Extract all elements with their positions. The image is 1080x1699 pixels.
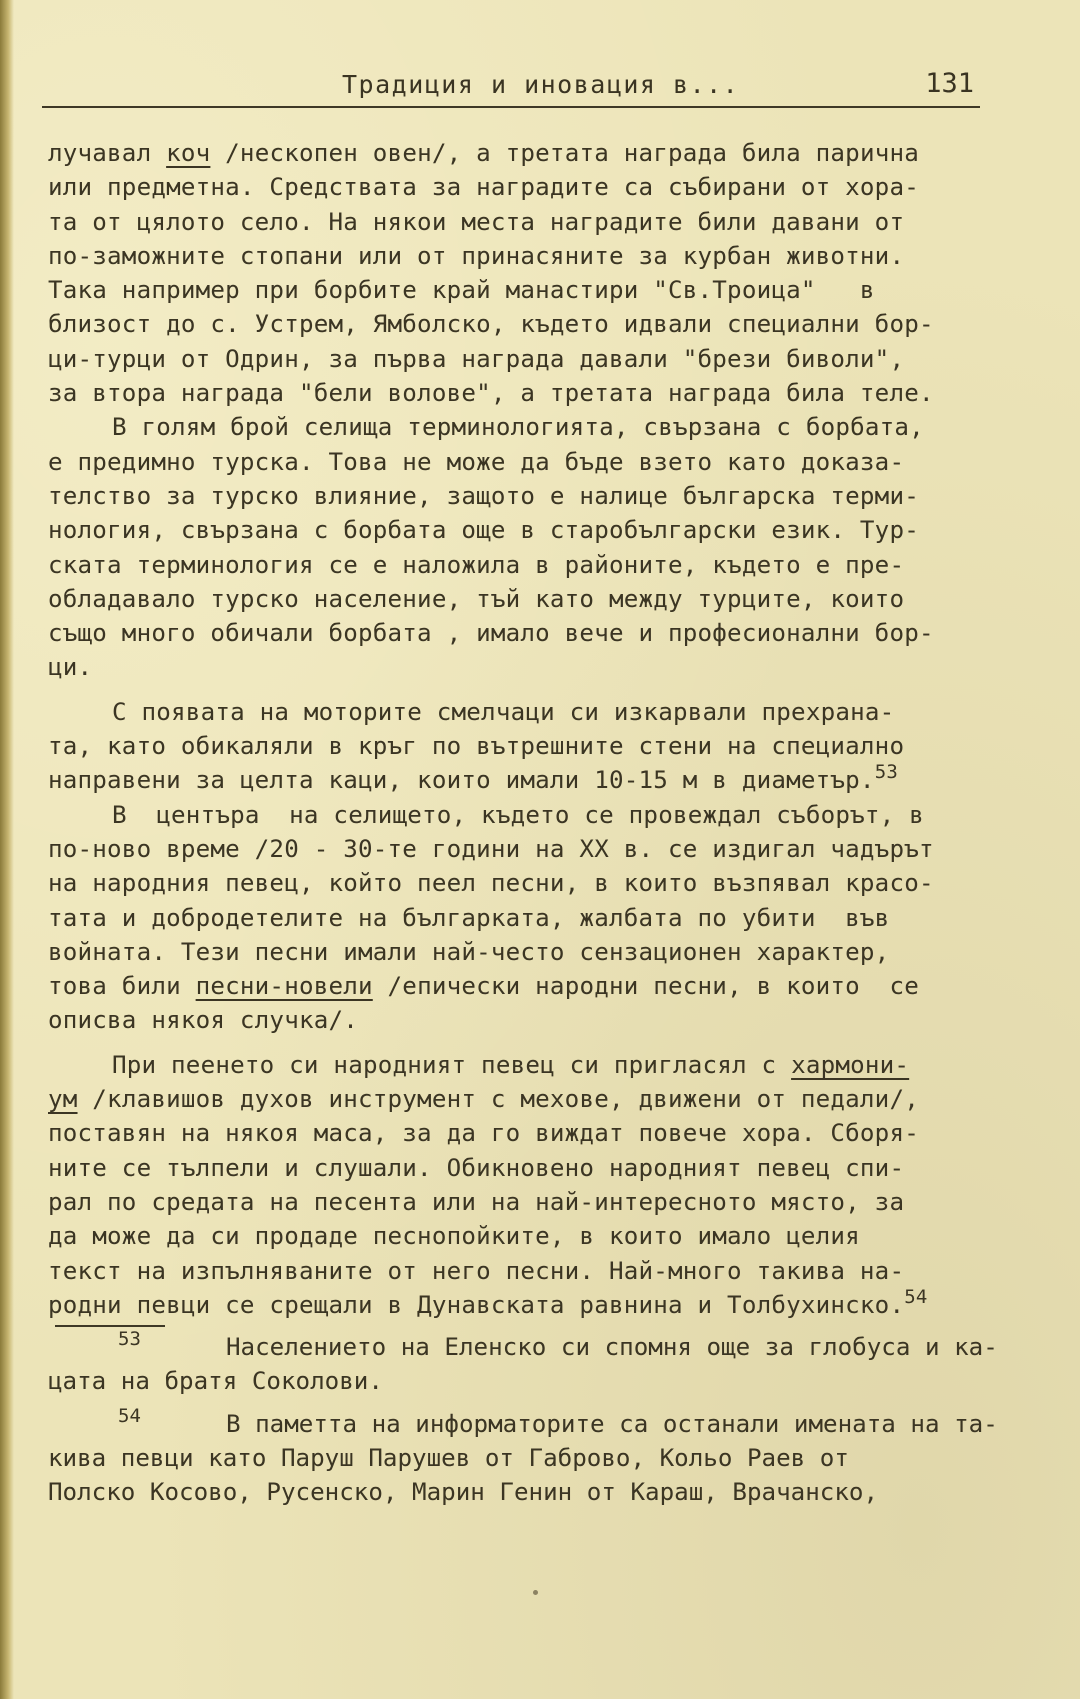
footnote-number: 54: [118, 1404, 141, 1427]
footnote-line: 53 Населението на Еленско си спомня още за глобуса и ка-: [48, 1330, 988, 1364]
text-line: на народния певец, който пеел песни, в които възпявал красо-: [48, 869, 934, 898]
page-binding-edge: [0, 0, 14, 1699]
footnote-number: 53: [118, 1328, 141, 1350]
text-line: поставян на някоя маса, за да го виждат повече хора. Сборя-: [48, 1119, 919, 1148]
text-line: ум /клавишов духов инструмент с мехове, движени от педали/,: [48, 1085, 919, 1114]
footnote-line: Полско Косово, Русенско, Марин Генин от Караш, Врачанско,: [48, 1478, 879, 1507]
paragraph-5: [48, 1048, 988, 1322]
text-line: ните се тълпели и слушали. Обикновено народният певец спи-: [48, 1153, 905, 1182]
text-line: ци.: [48, 653, 93, 682]
text-line: ската терминология се е наложила в районите, където е пре-: [48, 550, 905, 579]
text-line: При пеенето си народният певец си пригласял с хармони-: [112, 1050, 910, 1079]
footnote-line: 54 В паметта на информаторите са останали имената на та-: [48, 1407, 988, 1441]
paper-speck: [533, 1590, 538, 1595]
text-line: В центъра на селището, където се провеждал съборът, в: [112, 800, 924, 829]
text-line: или предметна. Средствата за наградите са събирани от хора-: [48, 173, 919, 202]
main-text: [48, 136, 988, 1322]
running-title: Традиция и иновация в...: [342, 70, 740, 99]
underlined-term: песни-новели: [195, 972, 373, 1001]
text-line: описва някоя случка/.: [48, 1006, 359, 1035]
text-line: това били песни-новели /епически народни песни, в които се: [48, 972, 919, 1001]
text-line: нология, свързана с борбата още в старобългарски език. Тур-: [48, 516, 919, 545]
paragraph-2: [48, 410, 988, 684]
paragraph-1: [48, 136, 988, 410]
text-line: направени за целта каци, които имали 10-15 м в диаметър.$^{53}$: [48, 761, 898, 795]
underlined-term: коч: [166, 139, 211, 167]
underlined-term: хармони-: [791, 1050, 910, 1079]
footnote-54: [48, 1404, 998, 1510]
text-line: за втора награда "бели волове", а третата награда била теле.: [48, 379, 934, 408]
text-line: по-ново време /20 - 30-те години на XX в. се издигал чадърът: [48, 834, 934, 863]
text-line: С появата на моторите смелчаци си изкарвали прехрана-: [112, 697, 895, 726]
footnote-reference-53[interactable]: 53: [874, 761, 898, 784]
text-line: войната. Тези песни имали най-често сензационен характер,: [48, 937, 890, 966]
running-header: [42, 66, 980, 108]
text-line: близост до с. Устрем, Ямболско, където идвали специални бор-: [48, 310, 934, 339]
text-line: обладавало турско население, тъй като между турците, които: [48, 584, 905, 613]
text-line: Така например при борбите край манастири "Св.Троица" в: [48, 276, 875, 305]
text-line: да може да си продаде песнопойките, в които имало целия: [48, 1222, 860, 1251]
text-line: е предимно турска. Това не може да бъде взето като доказа-: [48, 447, 905, 476]
text-line: текст на изпълняваните от него песни. Най-много такива на-: [48, 1256, 905, 1285]
paragraph-3: [48, 695, 988, 798]
text-line: тата и добродетелите на българката, жалбата по убити във: [48, 903, 890, 932]
footnote-53: [48, 1328, 998, 1399]
footnote-reference-54[interactable]: 54: [904, 1285, 928, 1308]
text-line: ци-турци от Одрин, за първа награда давали "брези биволи",: [48, 344, 905, 373]
text-line: та от цялото село. На някои места наградите били давани от: [48, 207, 905, 236]
text-line: телство за турско влияние, защото е налице българска терми-: [48, 481, 919, 510]
text-line: родни певци се срещали в Дунавската равнина и Толбухинско.$^{54}$: [48, 1285, 928, 1319]
text-line: също много обичали борбата , имало вече и професионални бор-: [48, 619, 934, 648]
paragraph-4: [48, 798, 988, 1038]
footnote-line: цата на братя Соколови.: [48, 1367, 383, 1396]
text-line: по-заможните стопани или от принасяните за курбан животни.: [48, 241, 905, 270]
text-line: та, като обикаляли в кръг по вътрешните стени на специално: [48, 732, 905, 761]
footnotes: [48, 1328, 998, 1517]
footnote-line: кива певци като Паруш Парушев от Габрово, Кольо Раев от: [48, 1443, 849, 1472]
text-line: В голям брой селища терминологията, свързана с борбата,: [112, 413, 924, 442]
underlined-term: ум: [48, 1085, 78, 1114]
text-line: рал по средата на песента или на най-интересното място, за: [48, 1187, 905, 1216]
text-line: лучавал коч /нескопен овен/, а третата награда била парична: [48, 139, 919, 167]
page-number: 131: [925, 68, 974, 99]
